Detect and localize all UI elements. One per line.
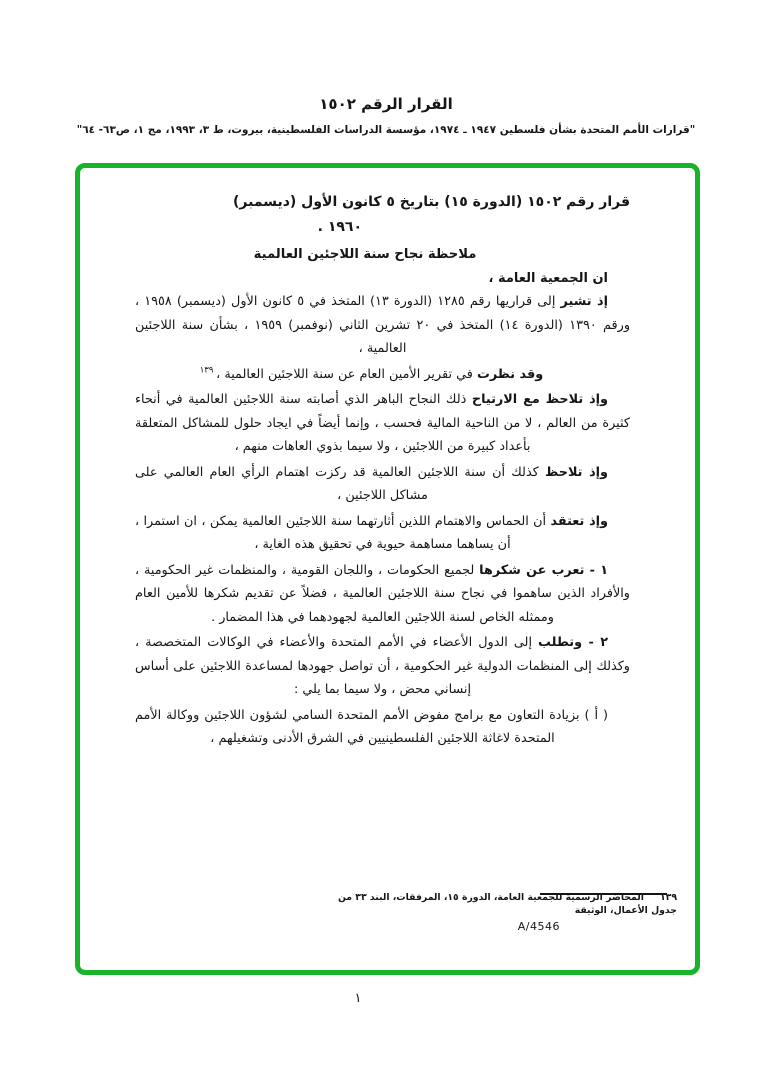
paragraph bbox=[135, 461, 630, 508]
footnote-number: ١٣٩ bbox=[659, 892, 677, 903]
paragraph-lead: ( أ ) bbox=[584, 707, 608, 723]
footnote-text: المحاضر الرسمية للجمعية العامة، الدورة ١٥، المرفقات، البند ٣٣ من جدول الأعمال، الوثيقة bbox=[337, 892, 677, 916]
paragraph bbox=[135, 510, 630, 557]
paragraph bbox=[135, 559, 630, 630]
resolution-salutation: ان الجمعية العامة ، bbox=[488, 271, 608, 286]
paragraph-text: كذلك أن سنة اللاجئين العالمية قد ركزت اهتمام الرأي العام العالمي على مشاكل اللاجئين ، bbox=[135, 464, 546, 503]
resolution-subject: ملاحظة نجاح سنة اللاجئين العالمية bbox=[253, 247, 477, 262]
paragraph bbox=[135, 363, 630, 387]
paragraph-text: لجميع الحكومات ، واللجان القومية ، والمنظمات غير الحكومية ، والأفراد الذين ساهموا في نجاح سنة اللاجئين العالمية ، فضلاً عن تقديم شكرها للأمين العام وممثله الخاص لسنة اللاجئين العالمية لجهودهما في هذا المضمار . bbox=[135, 562, 630, 625]
resolution-heading-line2: ١٩٦٠ . bbox=[317, 219, 362, 235]
paragraph-text: بزيادة التعاون مع برامج مفوض الأمم المتحدة السامي لشؤون اللاجئين ووكالة الأمم المتحدة لاغاثة اللاجئين الفلسطينيين في الشرق الأدنى وتشغيلهم ، bbox=[135, 707, 585, 746]
paragraph-lead: إذ تشير bbox=[560, 294, 609, 309]
paragraph-text: أن الحماس والاهتمام اللذين أثارتهما سنة اللاجئين العالمية يمكن ، ان استمرا ، أن يساهما مساهمة حيوية في تحقيق هذه الغاية ، bbox=[135, 513, 551, 552]
paragraph-text: إلى قراريها رقم ١٢٨٥ (الدورة ١٣) المتخذ في ٥ كانون الأول (ديسمبر) ١٩٥٨ ، ورقم ١٣٩٠ (الدورة ١٤) المتخذ في ٢٠ تشرين الثاني (نوفمبر) ١٩٥٩ ، بشأن سنة اللاجئين العالمية ، bbox=[135, 294, 631, 356]
resolution-heading-line1: قرار رقم ١٥٠٢ (الدورة ١٥) بتاريخ ٥ كانون الأول (ديسمبر) bbox=[233, 194, 630, 210]
paragraph-text: في تقرير الأمين العام عن سنة اللاجئين العالمية ، bbox=[216, 366, 477, 382]
paragraph-lead: وإذ تلاحظ bbox=[545, 464, 609, 480]
resolution-paragraphs bbox=[135, 290, 630, 751]
resolution-content bbox=[135, 190, 630, 751]
paragraph bbox=[135, 388, 630, 459]
paragraph-text: ذلك النجاح الباهر الذي أصابته سنة اللاجئين العالمية في أنحاء كثيرة من العالم ، لا من الناحية المالية فحسب ، وإنما أيضاً في ايجاد حلول للمشاكل المتعلقة بأعداد كبيرة من اللاجئين ، ولا سيما بذوي العاهات منهم ، bbox=[135, 392, 630, 454]
paragraph-lead: وإذ تعتقد bbox=[550, 513, 609, 529]
document-title: القرار الرقم ١٥٠٢ bbox=[319, 95, 453, 113]
footnote-reference-marker: ١٣٩ bbox=[199, 365, 217, 376]
resolution-heading bbox=[135, 190, 630, 240]
paragraph bbox=[135, 290, 630, 361]
paragraph-lead: ٢ - وتطلب bbox=[538, 635, 609, 650]
paragraph-text: إلى الدول الأعضاء في الأمم المتحدة والأعضاء في الوكالات المتخصصة ، وكذلك إلى المنظمات الدولية غير الحكومية ، أن تواصل جهودها لمساعدة اللاجئين على أساس إنساني محض ، ولا سيما بما يلي : bbox=[135, 635, 630, 697]
footnote bbox=[309, 891, 677, 917]
paragraph bbox=[135, 704, 630, 751]
paragraph-lead: وإذ تلاحظ مع الارتياح bbox=[471, 392, 608, 407]
paragraph-lead: ١ - تعرب عن شكرها bbox=[479, 562, 609, 578]
paragraph-lead: وقد نظرت bbox=[476, 366, 544, 382]
page-number: ١ bbox=[354, 991, 362, 1006]
resolution-box bbox=[75, 163, 700, 975]
paragraph bbox=[135, 631, 630, 702]
source-citation-line: "قرارات الأمم المتحدة بشأن فلسطين ١٩٤٧ ـ ١٩٧٤، مؤسسة الدراسات الفلسطينية، بيروت، ط ٣، ١٩٩٣، مج ١، ص٦٣- ٦٤" bbox=[76, 124, 696, 136]
document-reference: A/4546 bbox=[517, 920, 560, 933]
